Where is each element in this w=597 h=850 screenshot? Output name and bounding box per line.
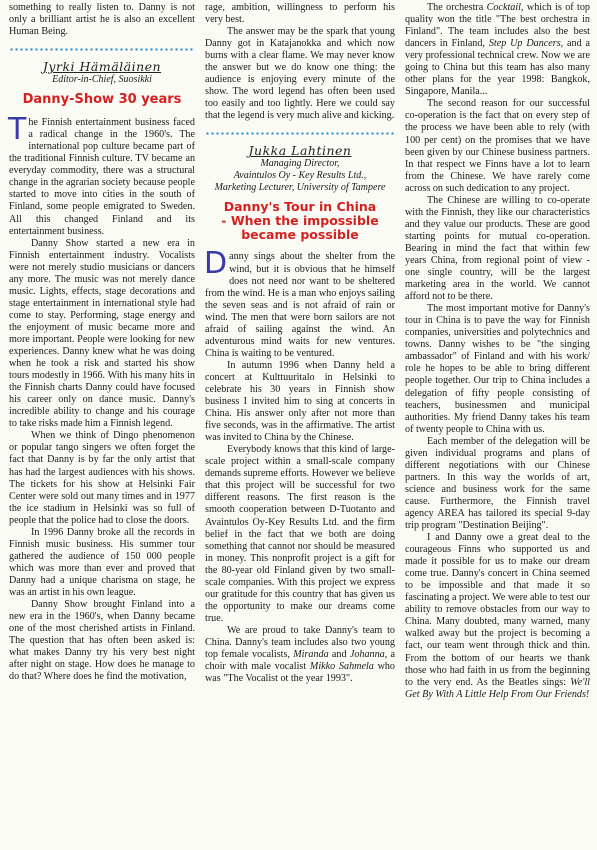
- author-role-2: Marketing Lecturer, University of Tampere: [214, 182, 386, 194]
- author-signature-1: [9, 59, 195, 86]
- col1-intro: something to really listen to. Danny is not only a brilliant artist he is also an excellent Human Being.: [9, 2, 195, 38]
- col2-paragraph-2: Danny sings about the shelter from the wind, but it is obvious that he himself does not need nor want to be sheltered from the wind. He is a man who enjoys sailing the seven seas and is not afraid of rain or wind. The men that were born sailors are not afraid of sailing against the wind. An adventurous mind waits for new ventures. China is waiting to be ventured.: [204, 246, 395, 359]
- col3-paragraph-1: The orchestra Cocktail, which is of top quality won the title "The best orchestra in Finland". The team includes also the best dancers in Finland, Step Up Dancers, and a very professional technical crew. Now we are going to China but this team has also many other plans for the year 1998: Bangkok, Singapore, Manila...: [405, 2, 591, 98]
- col3-paragraph-2: The second reason for our successful co-operation is the fact that on every step of the process we have been able to rely (with 100 per cent) on the promises that we have been given by our Chinese business partners. In that respect we Finns have a lot to learn from the Chinese. We have rarely come across on such dedication to any project.: [405, 98, 590, 194]
- col1-paragraph-5: Danny Show brought Finland into a new era in the 1960's, when Danny became one of the most cherished artists in Finland. The question that has often been asked is: what makes Danny try his very best night after night on stage. How does he manage to do that? Where does he find the motivation,: [9, 599, 195, 683]
- col1-paragraph-4: In 1996 Danny broke all the records in Finnish music business. His summer tour gathered the audience of 150 000 people which was more than ever and proved that Danny had a unique charisma on stage, he was an artist in his own league.: [9, 526, 195, 598]
- author-signature-2: [205, 143, 395, 194]
- dotted-divider: [205, 132, 395, 135]
- col1-paragraph-2: Danny Show started a new era in Finnish entertainment industry. Vocalists were not merely studio musicians or dancers any more. The music was not merely dance music. Lights, effects, stage decorations and stage entertainment in international style had come to stay. Performing, stage energy and the enjoyment of music became more and more important. People were looking for new experiences. Danny knew what he was doing when he took a risk and started his show tours modestly in 1966. With his many hits in the Finnish charts Danny could have focused his career only on dance music. Danny's incredible ability to change and his courage to take risks made him a Finnish legend.: [9, 237, 195, 430]
- col1-paragraph-3: When we think of Dingo phenomenon or popular tango singers we often forget the fact that Danny is by far the only artist that has had the largest audiences with his shows. The tickets for his show at Helsinki Fair Center were sold out many times and in 1977 the ice stadium in Helsinki was so full of people that the police had to close the doors.: [9, 430, 195, 526]
- author-name: Jukka Lahtinen: [248, 143, 352, 159]
- drop-cap: D: [204, 246, 228, 282]
- col2-paragraph-3: In autumn 1996 when Danny held a concert at Kulttuuritalo in Helsinki to celebrate his 30 years in Finnish show business I invited him to sing at concerts in China. His answer only after not more than five seconds, was in the affirmative. The artist was invited to China by the Chinese.: [205, 359, 395, 444]
- dotted-divider: [9, 48, 195, 51]
- col2-intro: rage, ambition, willingness to perform his very best.: [205, 2, 395, 26]
- column-2: [205, 2, 395, 850]
- col2-paragraph-4: Everybody knows that this kind of large-scale project within a small-scale company demands supreme efforts. However we believe that this project will be successful for two different reasons. The first reason is the smooth cooperation between D-Tuotanto and Avaintulos Oy-Key Results Ltd. and the firm belief in the fact that we both are doing something that cannot nor should be measured in money. This nonprofit project is a gift for the 80-year old Finland given by two small-scale companies. With this project we express our gratitude for this country that has given us the opportunity to make our dreams come true.: [205, 444, 395, 624]
- article-headline-2: Danny's Tour in China - When the impossible became possible: [221, 199, 379, 243]
- drop-cap: T: [8, 112, 27, 148]
- col2-paragraph-5: We are proud to take Danny's team to China. Danny's team includes also two young top female vocalists, Miranda and Johanna, a choir with male vocalist Mikko Sahmela who was "The Vocalist ot the year 1993".: [205, 624, 395, 685]
- author-role: Editor-in-Chief, Suosikki: [52, 74, 152, 86]
- author-role: Managing Director,: [260, 158, 340, 170]
- article-headline-1: Danny-Show 30 years: [22, 92, 182, 108]
- column-1: [9, 2, 195, 850]
- author-name: Jyrki Hämäläinen: [42, 59, 162, 75]
- col3-paragraph-6: I and Danny owe a great deal to the courageous Finns who supported us and made it possible for us to make our dream come true. Danny's concert in China seemed to be impossible and that made it so fascinating a project. We were able to test our ability to remove obstacles from our way to China. Many doubted, many warned, many walked away but the project is becoming a fact, our team went through thick and thin. From the bottom of our hearts we thank those who had faith in us from the beginning to the very end. As the Beatles sings: We'll Get By With A Little Help From Our Friends!: [405, 532, 590, 700]
- col1-paragraph-1: The Finnish entertainment business faced a radical change in the 1960's. The international pop culture became part of the traditional Finnish culture. TV became an everyday commodity, there was a structural change in the agrarian society because people started to move into cities in the south of Finland, some people emigrated to Sweden. All this changed Finland and its entertainment business.: [8, 112, 195, 237]
- author-company: Avaintulos Oy - Key Results Ltd.,: [233, 170, 367, 182]
- column-3: [405, 2, 590, 850]
- col3-paragraph-5: Each member of the delegation will be given individual programs and plans of different negotiations with our Chinese partners. In this way the worlds of art, science and business work for the same cause. Furthermore, the Finnish travel agency AREA has tailored its special 9-day trip program "Destination Beijing".: [405, 435, 590, 532]
- col3-paragraph-4: The most important motive for Danny's tour in China is to pave the way for Finnish companies, universities and polytechnics and towns. Danny wishes to be "the singing ambassador" of Finland and with his work/ role he hopes to be able to bring different people together. Our trip to China includes a delegation of fifty people consisting of teachers, businessmen and municipal authorities. My friend Danny takes his team of twenty people to China with us.: [405, 303, 590, 435]
- col2-paragraph-1: The answer may be the spark that young Danny got in Katajanokka and which now burns with a clear flame. We may never know the answer but we do know one thing: the audience is enjoying every minute of the show. The word legend has often been used too easily and too lightly. Here we could say that the legend is very much alive and kicking.: [205, 26, 395, 122]
- col3-paragraph-3: The Chinese are willing to co-operate with the Finnish, they like our characteristics and they value our products. These are good starting points for mutual co-operation. Bearing in mind the fact that within few years China, from regional point of view - one single country, will be the largest marketing area in the world. We cannot afford not to be there.: [405, 194, 590, 303]
- closing-quote: We'll Get By With A Little Help From Our Friends!: [405, 676, 590, 700]
